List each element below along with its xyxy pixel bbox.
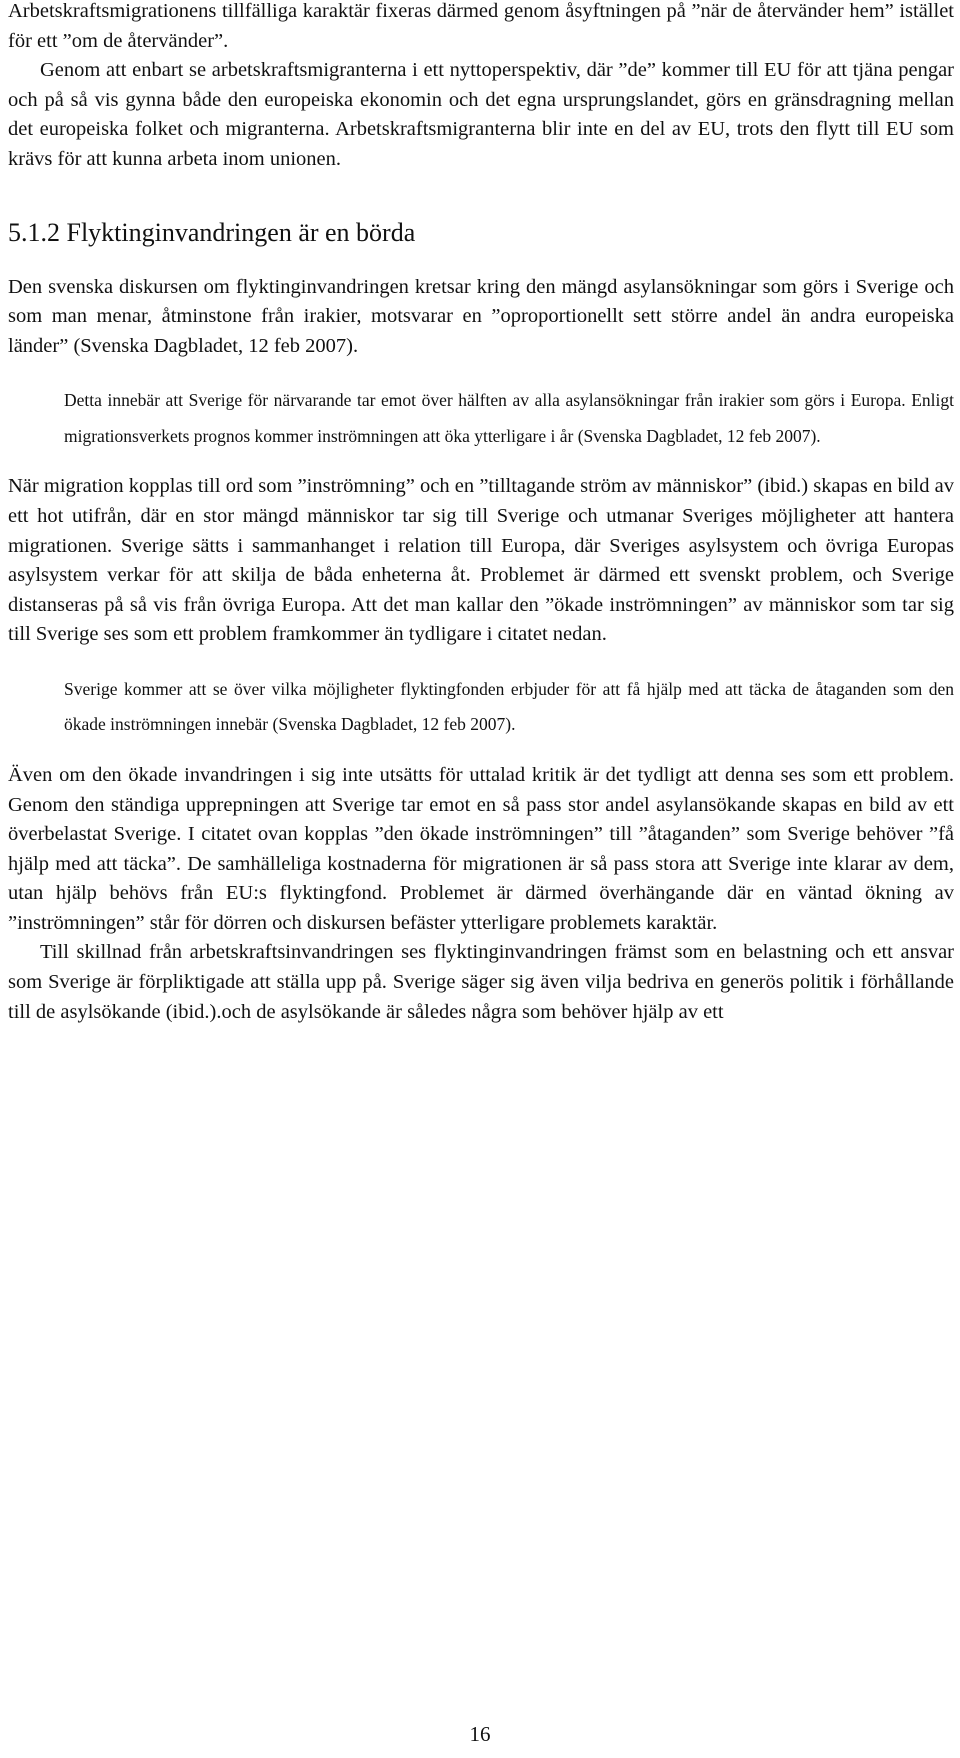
paragraph-contrast: Till skillnad från arbetskraftsinvandringen ses flyktinginvandringen främst som en belastning och ett ansvar som Sverige är förpliktigade att ställa upp på. Sverige säger sig även vilja bedriva en generös politik i förhållande till de asylsökande (ibid.).och de asylsökande är således några som behöver hjälp av ett — [8, 941, 954, 1023]
section-heading: 5.1.2 Flyktinginvandringen är en börda — [8, 217, 416, 247]
page-number: 16 — [469, 1722, 491, 1746]
paragraph-burden: Även om den ökade invandringen i sig inte utsätts för uttalad kritik är det tydligt att denna ses som ett problem. Genom den ständiga upprepningen att Sverige tar emot en så pass stor andel asylansökande skapas en bild av ett överbelastat Sverige. I citatet ovan kopplas ”den ökade inströmningen” till ”åtaganden” som Sverige behöver ”få hjälp med att täcka”. De samhälleliga kostnaderna för migrationen är så pass stora att Sverige inte klarar av dem, utan hjälp behövs från EU:s flyktingfond. Problemet är därmed överhängande där en väntad ökning av ”inströmningen” står för dörren och diskursen befäster ytterligare problemets karaktär. — [8, 763, 954, 934]
paragraph-inflow: När migration kopplas till ord som ”inströmning” och en ”tilltagande ström av människor” (ibid.) skapas en bild av ett hot utifrån, där en stor mängd människor tar sig till Sverige och utmanar Sveriges möjligheter att hantera migrationen. Sverige sätts i sammanhanget i relation till Europa, där Sveriges asylsystem och övriga Europas asylsystem verkar för att skilja de båda enheterna åt. Problemet är därmed ett svenskt problem, och Sverige distanseras på så vis från övriga Europa. Att det man kallar den ”ökade inströmningen” av människor som tar sig till Sverige ses som ett problem framkommer än tydligare i citatet nedan. — [8, 475, 954, 646]
paragraph-labour-migration: Genom att enbart se arbetskraftsmigranterna i ett nyttoperspektiv, där ”de” kommer till EU för att tjäna pengar och på så vis gynna både den europeiska ekonomin och det egna ursprungslandet, görs en gränsdragning mellan det europeiska folket och migranterna. Arbetskraftsmigranterna blir inte en del av EU, trots den flytt till EU som krävs för att kunna arbeta inom unionen. — [8, 59, 954, 170]
paragraph-refugee-discourse: Den svenska diskursen om flyktinginvandringen kretsar kring den mängd asylansökningar som görs i Sverige och som man menar, åtminstone från irakier, motsvarar en ”oproportionellt sett större andel än andra europeiska länder” (Svenska Dagbladet, 12 feb 2007). — [8, 275, 954, 357]
paragraph-continuation: Arbetskraftsmigrationens tillfälliga karaktär fixeras därmed genom åsyftningen på ”när de återvänder hem” istället för ett ”om de återvänder”. — [8, 0, 954, 52]
document-page — [8, 0, 954, 1027]
block-quote-first: Detta innebär att Sverige för närvarande tar emot över hälften av alla asylansökningar från irakier som görs i Europa. Enligt migrationsverkets prognos kommer inströmningen att öka ytterligare i år (Svenska Dagbladet, 12 feb 2007). — [64, 390, 954, 446]
block-quote-second: Sverige kommer att se över vilka möjligheter flyktingfonden erbjuder för att få hjälp med att täcka de åtaganden som den ökade inströmningen innebär (Svenska Dagbladet, 12 feb 2007). — [64, 678, 954, 735]
